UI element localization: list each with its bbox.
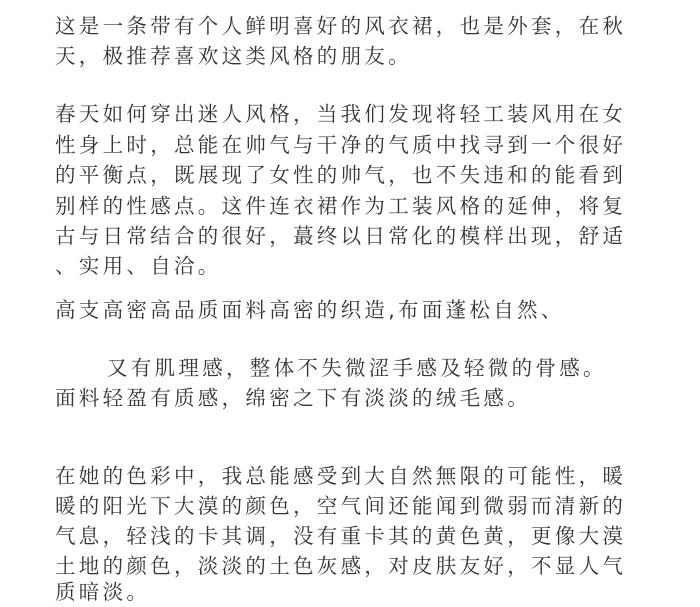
text-line: 又有肌理感，整体不失微涩手感及轻微的骨感。 xyxy=(107,356,607,380)
text-line: 春天如何穿出迷人风格，当我们发现将轻工装风用在女 xyxy=(55,102,627,126)
text-line: 土地的颜色，淡淡的土色灰感，对皮肤友好，不显人气 xyxy=(55,554,627,578)
text-line: 质暗淡。 xyxy=(55,580,151,604)
text-line: 、实用、自洽。 xyxy=(55,254,222,278)
text-line: 高支高密高品质面料高密的织造,布面蓬松自然、 xyxy=(55,298,565,322)
text-line: 古与日常结合的很好，蕞终以日常化的模样出现，舒适 xyxy=(55,224,627,248)
text-line: 天，极推荐喜欢这类风格的朋友。 xyxy=(55,44,412,68)
text-line: 性身上时，总能在帅气与干净的气质中找寻到一个很好 xyxy=(55,133,627,157)
text-line: 暖的阳光下大漠的颜色，空气间还能闻到微弱而清新的 xyxy=(55,494,627,518)
text-line: 的平衡点，既展现了女性的帅气，也不失违和的能看到 xyxy=(55,163,627,187)
text-line: 别样的性感点。这件连衣裙作为工装风格的延伸，将复 xyxy=(55,194,627,218)
text-line: 面料轻盈有质感，绵密之下有淡淡的绒毛感。 xyxy=(55,386,531,410)
text-line: 气息，轻浅的卡其调，没有重卡其的黄色黄，更像大漠 xyxy=(55,524,627,548)
text-line: 在她的色彩中，我总能感受到大自然無限的可能性，暖 xyxy=(55,464,627,488)
text-line: 这是一条带有个人鲜明喜好的风衣裙，也是外套，在秋 xyxy=(55,14,627,38)
